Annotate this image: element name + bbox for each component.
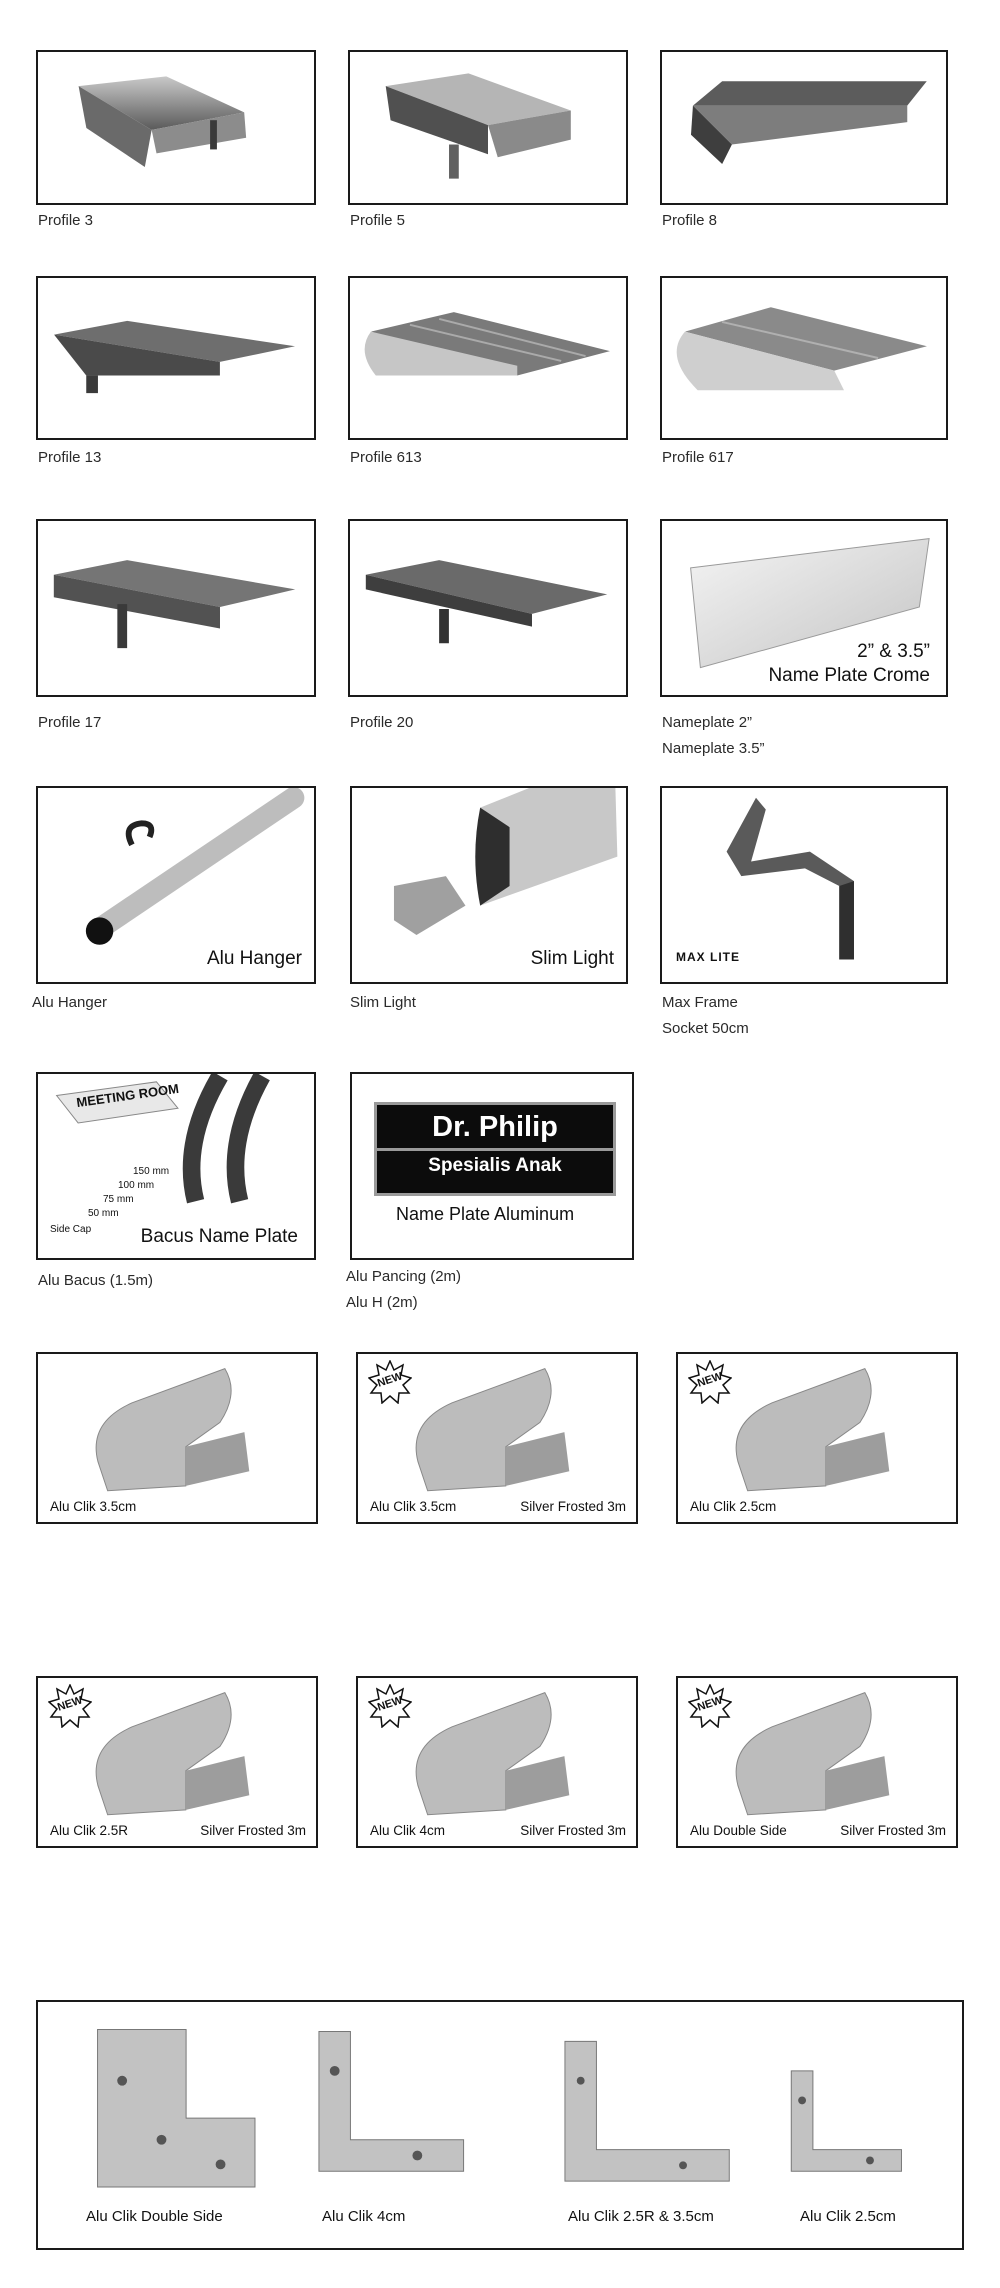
new-badge-icon (368, 1684, 412, 1728)
caption-alu-bacus: Alu Bacus (1.5m) (38, 1272, 154, 1289)
nameplate-aluminum-plate (374, 1102, 616, 1196)
profile-613-image (350, 278, 626, 438)
product-card-slim-light (350, 786, 628, 984)
product-card-profile-13 (36, 276, 316, 440)
profile-8-image (662, 52, 946, 203)
bacus-size-150: 150 mm (133, 1166, 170, 1177)
caption-profile-613: Profile 613 (350, 449, 422, 466)
caption-profile-17: Profile 17 (38, 714, 102, 731)
profile-617-image (662, 278, 946, 438)
profile-13-image (38, 278, 314, 438)
product-card-profile-5 (348, 50, 628, 205)
product-card-profile-20 (348, 519, 628, 697)
product-card-alu-hanger (36, 786, 316, 984)
product-card-nameplate-aluminum (350, 1072, 634, 1260)
corner-label-double-side: Alu Clik Double Side (86, 2208, 223, 2225)
new-badge-icon (48, 1684, 92, 1728)
alu-clik-left-label: Alu Clik 2.5R (50, 1823, 129, 1838)
plate-specialty: Spesialis Anak (428, 1155, 562, 1176)
product-card-profile-17 (36, 519, 316, 697)
alu-clik-card (356, 1352, 638, 1524)
corner-label-2-5cm: Alu Clik 2.5cm (800, 2208, 896, 2225)
alu-clik-right-label: Silver Frosted 3m (840, 1823, 946, 1838)
caption-profile-20: Profile 20 (350, 714, 414, 731)
alu-clik-left-label: Alu Clik 4cm (370, 1823, 446, 1838)
profile-3-image (38, 52, 314, 203)
plate-name: Dr. Philip (432, 1111, 558, 1143)
alu-clik-card (356, 1676, 638, 1848)
alu-clik-left-label: Alu Double Side (690, 1823, 787, 1838)
new-badge-text: NEW (375, 1694, 405, 1714)
alu-clik-card (676, 1352, 958, 1524)
profile-20-image (350, 521, 626, 695)
alu-clik-card (36, 1352, 318, 1524)
caption-alu-hanger: Alu Hanger (32, 994, 108, 1011)
caption-alu-h: Alu H (2m) (346, 1294, 418, 1311)
caption-nameplate-2: Nameplate 2” (662, 714, 753, 731)
caption-profile-13: Profile 13 (38, 449, 102, 466)
product-card-max-frame (660, 786, 948, 984)
caption-profile-8: Profile 8 (662, 212, 718, 229)
nameplate-size-label: 2” & 3.5” (857, 641, 930, 662)
alu-clik-card (36, 1676, 318, 1848)
caption-slim-light: Slim Light (350, 994, 416, 1011)
bacus-label: Bacus Name Plate (140, 1226, 298, 1247)
product-card-profile-613 (348, 276, 628, 440)
bacus-size-75: 75 mm (103, 1194, 134, 1205)
maxlite-logo: MAX LITE (676, 950, 740, 964)
alu-clik-left-label: Alu Clik 3.5cm (50, 1499, 137, 1514)
caption-profile-3: Profile 3 (38, 212, 94, 229)
product-card-profile-8 (660, 50, 948, 205)
alu-hanger-label: Alu Hanger (206, 948, 302, 969)
bacus-size-50: 50 mm (88, 1208, 119, 1219)
corner-label-2-5r-3-5cm: Alu Clik 2.5R & 3.5cm (568, 2208, 714, 2225)
corner-brackets-panel (36, 2000, 964, 2250)
alu-clik-left-label: Alu Clik 3.5cm (370, 1499, 457, 1514)
new-badge-icon (688, 1360, 732, 1404)
slim-light-label: Slim Light (530, 948, 614, 969)
product-card-nameplate (660, 519, 948, 697)
alu-clik-right-label: Silver Frosted 3m (520, 1823, 626, 1838)
alu-clik-left-label: Alu Clik 2.5cm (690, 1499, 777, 1514)
nameplate-title-label: Name Plate Crome (768, 665, 930, 686)
corner-label-4cm: Alu Clik 4cm (322, 2208, 406, 2225)
new-badge-text: NEW (375, 1370, 405, 1390)
alu-clik-right-label: Silver Frosted 3m (520, 1499, 626, 1514)
caption-profile-5: Profile 5 (350, 212, 406, 229)
caption-socket-50cm: Socket 50cm (662, 1020, 749, 1037)
caption-max-frame: Max Frame (662, 994, 738, 1011)
profile-17-image (38, 521, 314, 695)
product-card-profile-617 (660, 276, 948, 440)
alu-clik-card (676, 1676, 958, 1848)
bacus-sign-text: MEETING ROOM (75, 1080, 180, 1111)
new-badge-icon (688, 1684, 732, 1728)
caption-profile-617: Profile 617 (662, 449, 734, 466)
new-badge-text: NEW (695, 1694, 725, 1714)
alu-clik-right-label: Silver Frosted 3m (200, 1823, 306, 1838)
new-badge-text: NEW (55, 1694, 85, 1714)
profile-5-image (350, 52, 626, 203)
caption-alu-pancing: Alu Pancing (2m) (346, 1268, 462, 1285)
bacus-size-100: 100 mm (118, 1180, 155, 1191)
caption-nameplate-3-5: Nameplate 3.5” (662, 740, 765, 757)
bacus-side-cap: Side Cap (50, 1224, 92, 1235)
new-badge-text: NEW (695, 1370, 725, 1390)
product-card-alu-bacus (36, 1072, 316, 1260)
nameplate-aluminum-label: Name Plate Aluminum (396, 1204, 575, 1224)
alu-clik-image (38, 1354, 316, 1522)
new-badge-icon (368, 1360, 412, 1404)
product-card-profile-3 (36, 50, 316, 205)
